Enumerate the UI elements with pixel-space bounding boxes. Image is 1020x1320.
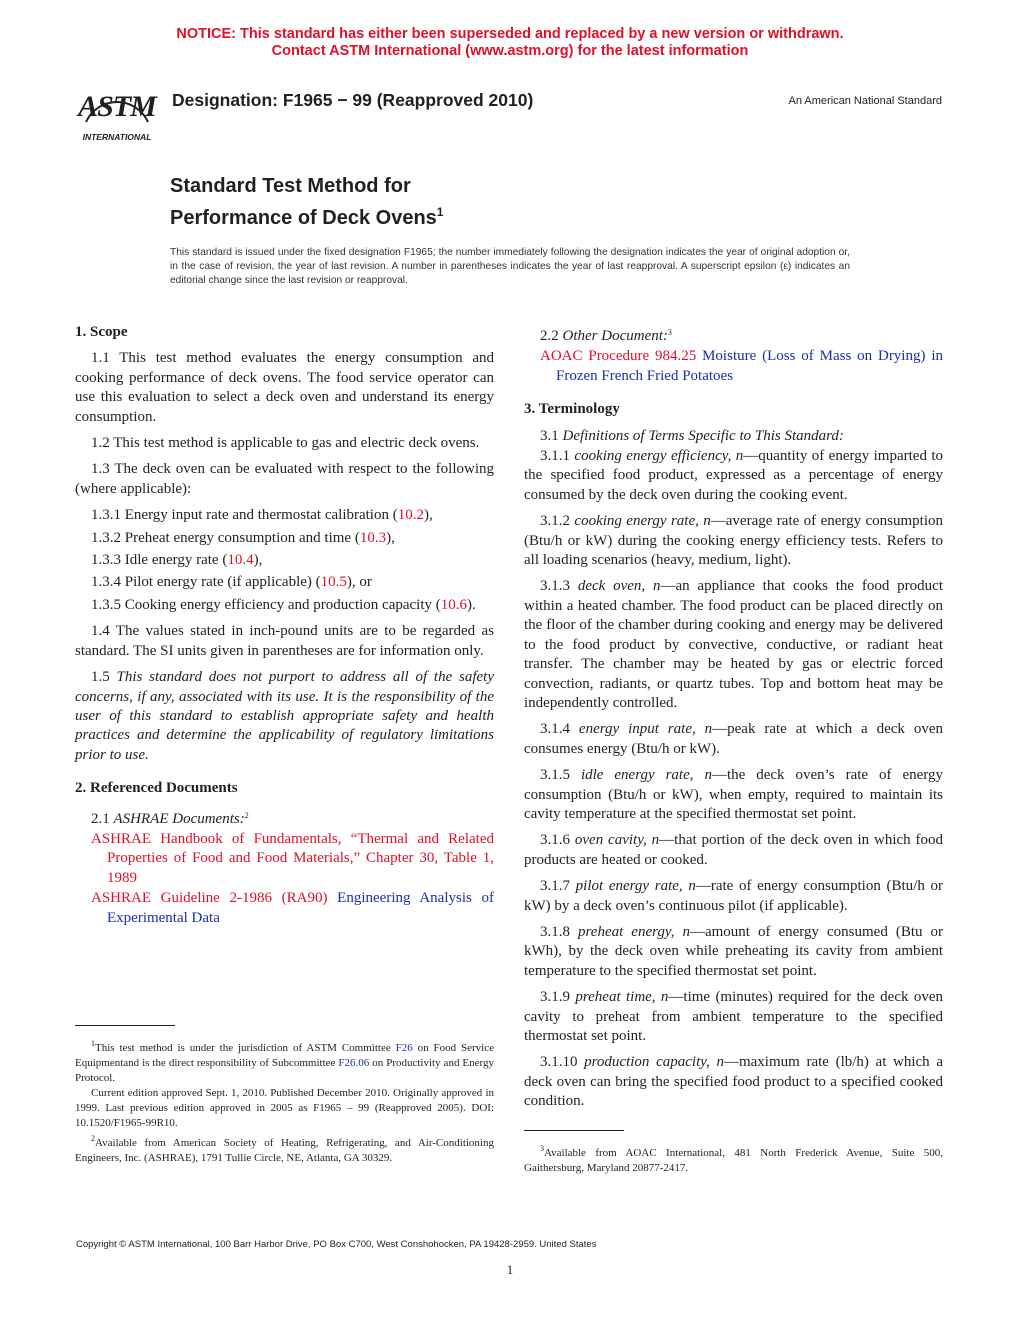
definition-text: —the deck oven’s rate of energy consumption (Btu/h or kW), when empty, required to maintain its cavity temperature at the specified thermostat set point. bbox=[524, 767, 943, 822]
footnote-1-text-b: on Food Service Equipmentand is the direct responsibility of Subcommittee bbox=[75, 1042, 494, 1069]
scope-heading: 1. Scope bbox=[75, 324, 128, 340]
item-1-3-3-end: ), bbox=[253, 552, 263, 569]
item-1-3-5-end: ). bbox=[467, 596, 476, 613]
astm-logo-subtext: INTERNATIONAL bbox=[82, 132, 152, 142]
item-1-3-3 bbox=[75, 551, 494, 570]
title-line-2-text: Performance of Deck Ovens bbox=[170, 207, 437, 229]
definition-term: idle energy rate, n bbox=[580, 767, 712, 784]
footnote-1-marker: 1 bbox=[91, 1039, 95, 1048]
para-3-1-num: 3.1 bbox=[540, 427, 563, 444]
definition-term: production capacity, n bbox=[584, 1054, 724, 1071]
notice-line-2: Contact ASTM International (www.astm.org) for the latest information bbox=[271, 43, 749, 59]
definition-text: —that portion of the deck oven in which food products are heated or cooked. bbox=[524, 832, 944, 868]
definition-item bbox=[524, 766, 943, 824]
footnote-rule-right bbox=[524, 1130, 624, 1131]
para-2-1-num: 2.1 bbox=[91, 810, 114, 827]
item-1-3-4-text: 1.3.4 Pilot energy rate (if applicable) ( bbox=[91, 574, 321, 591]
para-1-3: 1.3 The deck oven can be evaluated with respect to the following (where applicable): bbox=[75, 461, 494, 497]
item-1-3-1 bbox=[75, 506, 494, 525]
para-2-1-sup: 2 bbox=[244, 810, 249, 820]
link-f26[interactable]: F26 bbox=[395, 1042, 413, 1054]
footnote-1-text-c: on Productivity and Energy Protocol. bbox=[75, 1057, 494, 1084]
copyright: Copyright © ASTM International, 100 Barr Harbor Drive, PO Box C700, West Conshohocken, PA 19428-2959. United States bbox=[76, 1239, 597, 1250]
astm-logo-text: ASTM bbox=[78, 90, 156, 123]
item-1-3-2-end: ), bbox=[386, 529, 395, 546]
footnotes-left bbox=[75, 1036, 494, 1166]
item-1-3-5-text: 1.3.5 Cooking energy efficiency and production capacity ( bbox=[91, 596, 441, 613]
definition-text: —average rate of energy consumption (Btu/h or kW) during the cooking energy efficiency tests. Refers to all loading scenarios (heavy, medium, light). bbox=[524, 513, 944, 569]
footnote-2 bbox=[75, 1131, 494, 1166]
definition-item bbox=[524, 512, 943, 570]
item-1-3-2-text: 1.3.2 Preheat energy consumption and time ( bbox=[91, 529, 360, 546]
para-1-4: 1.4 The values stated in inch-pound units are to be regarded as standard. The SI units given in parentheses are for information only. bbox=[75, 623, 494, 659]
definition-text: —peak rate at which a deck oven consumes energy (Btu/h or kW). bbox=[524, 721, 943, 757]
definition-number: 3.1.1 bbox=[540, 448, 575, 465]
ref-ashrae-handbook bbox=[75, 830, 494, 888]
american-national-standard: An American National Standard bbox=[788, 95, 942, 107]
footnote-2-marker: 2 bbox=[91, 1134, 95, 1143]
title-line-2 bbox=[170, 199, 443, 231]
para-2-2-num: 2.2 bbox=[540, 328, 563, 344]
definition-term: preheat time, n bbox=[575, 989, 669, 1006]
document-title bbox=[170, 173, 443, 231]
definition-number: 3.1.6 bbox=[540, 832, 575, 849]
astm-logo-icon bbox=[72, 72, 162, 144]
notice-line-1: NOTICE: This standard has either been superseded and replaced by a new version or withdrawn. bbox=[176, 26, 844, 42]
definition-number: 3.1.3 bbox=[540, 578, 578, 595]
definition-text: —an appliance that cooks the food product within a heated chamber. The food product can be placed directly on the floor of the chamber during cooking and energy may be delivered to the food product by convective, conductive, or radiant heat transfer. The chamber may be heated by gas or electric forced convection, radiants, or quartz tubes. Top and bottom heat may be independently controlled. bbox=[524, 578, 943, 711]
link-10-6[interactable]: 10.6 bbox=[440, 596, 468, 613]
definition-number: 3.1.9 bbox=[540, 989, 576, 1006]
definition-item bbox=[524, 831, 943, 870]
definition-item bbox=[524, 923, 943, 981]
para-1-5 bbox=[75, 668, 494, 765]
para-2-2-text: Other Document: bbox=[562, 328, 668, 344]
footnote-3 bbox=[524, 1141, 943, 1176]
issued-statement: This standard is issued under the fixed designation F1965; the number immediately following the designation indicates the year of original adoption or, in the case of revision, the year of last revision. A number in parentheses indicates the year of last reapproval. A superscript epsilon (ε) indicates an editorial change since the last revision or reapproval. bbox=[170, 247, 850, 286]
item-1-3-1-end: ), bbox=[423, 507, 433, 524]
link-10-4[interactable]: 10.4 bbox=[227, 552, 254, 569]
footnote-rule-left bbox=[75, 1025, 175, 1026]
link-10-3[interactable]: 10.3 bbox=[359, 529, 387, 546]
definition-item bbox=[524, 720, 943, 759]
definition-number: 3.1.4 bbox=[540, 721, 579, 738]
footnote-1 bbox=[75, 1036, 494, 1086]
footnote-3-text: Available from AOAC International, 481 North Frederick Avenue, Suite 500, Gaithersburg, Maryland 20877-2417. bbox=[524, 1147, 943, 1174]
withdrawal-notice bbox=[0, 26, 1020, 60]
link-engineering-analysis[interactable]: Engineering Analysis of Experimental Data bbox=[107, 890, 494, 926]
footnote-3-marker: 3 bbox=[540, 1144, 544, 1153]
definition-number: 3.1.7 bbox=[540, 878, 576, 895]
para-2-1 bbox=[75, 806, 494, 829]
definition-term: energy input rate, n bbox=[578, 721, 713, 738]
right-column bbox=[524, 323, 943, 1119]
definition-item bbox=[524, 877, 943, 916]
definition-term: cooking energy rate, n bbox=[574, 513, 711, 530]
definition-number: 3.1.10 bbox=[540, 1054, 585, 1071]
designation: Designation: F1965 − 99 (Reapproved 2010) bbox=[172, 90, 534, 110]
item-1-3-4 bbox=[75, 573, 494, 592]
item-1-3-3-text: 1.3.3 Idle energy rate ( bbox=[91, 552, 228, 569]
definition-item bbox=[524, 1053, 943, 1111]
definition-number: 3.1.8 bbox=[540, 923, 579, 940]
para-1-5-num: 1.5 bbox=[91, 669, 117, 686]
definition-item bbox=[524, 447, 943, 505]
definition-text: —amount of energy consumed (Btu or kWh), by the deck oven while preheating its cavity from ambient temperature to the specified thermostat set point. bbox=[524, 923, 943, 979]
ref-ashrae-guideline bbox=[75, 889, 494, 928]
definition-item bbox=[524, 577, 943, 713]
title-line-1: Standard Test Method for bbox=[170, 175, 411, 197]
ref-aoac bbox=[524, 347, 943, 386]
para-2-2-sup: 3 bbox=[667, 328, 672, 337]
para-3-1 bbox=[524, 427, 943, 446]
item-1-3-1-text: 1.3.1 Energy input rate and thermostat calibration ( bbox=[91, 507, 398, 524]
para-2-2 bbox=[524, 323, 943, 346]
link-ashrae-handbook[interactable]: ASHRAE Handbook of Fundamentals, “Thermal and Related Properties of Food and Food Materials,” Chapter 30, Table 1, 1989 bbox=[91, 830, 494, 886]
definition-term: cooking energy efficiency, n bbox=[574, 448, 744, 465]
definition-text: —quantity of energy imparted to the specified food product, expressed as a percentage of energy consumed by the deck oven during the cooking event. bbox=[524, 448, 944, 503]
para-1-2: 1.2 This test method is applicable to gas and electric deck ovens. bbox=[91, 435, 480, 452]
footnote-2-text: Available from American Society of Heating, Refrigerating, and Air-Conditioning Engineers, Inc. (ASHRAE), 1791 Tullie Circle, NE, Atlanta, GA 30329. bbox=[75, 1137, 494, 1164]
item-1-3-2 bbox=[75, 529, 494, 548]
left-column bbox=[75, 323, 494, 929]
link-ashrae-guideline[interactable]: ASHRAE Guideline 2-1986 (RA90) bbox=[91, 890, 328, 907]
definition-term: deck oven, n bbox=[577, 578, 661, 595]
definitions-list bbox=[524, 447, 943, 1112]
para-2-1-text: ASHRAE Documents: bbox=[113, 810, 245, 827]
referenced-documents-heading: 2. Referenced Documents bbox=[75, 780, 238, 797]
definition-number: 3.1.2 bbox=[540, 513, 575, 530]
footnote-1-edition: Current edition approved Sept. 1, 2010. Published December 2010. Originally approved in 1999. Last previous edition approved in 2005 as F1965 – 99 (Reapproved 2005). DOI: 10.1520/F1965-99R10. bbox=[75, 1087, 494, 1129]
item-1-3-5 bbox=[75, 596, 494, 615]
link-10-2[interactable]: 10.2 bbox=[397, 507, 424, 524]
link-moisture[interactable]: Moisture (Loss of Mass on Drying) in Frozen French Fried Potatoes bbox=[556, 348, 943, 384]
definition-number: 3.1.5 bbox=[540, 767, 581, 784]
definition-term: pilot energy rate, n bbox=[575, 878, 696, 895]
definition-term: oven cavity, n bbox=[574, 832, 660, 849]
terminology-heading: 3. Terminology bbox=[524, 401, 620, 418]
item-1-3-4-end: ), or bbox=[346, 574, 372, 591]
footnote-1-text-a: This test method is under the jurisdiction of ASTM Committee bbox=[95, 1042, 396, 1054]
link-aoac-procedure[interactable]: AOAC Procedure 984.25 bbox=[540, 348, 697, 365]
definition-text: —maximum rate (lb/h) at which a deck oven can bring the specified food product to a specified cooked condition. bbox=[524, 1054, 943, 1110]
definition-term: preheat energy, n bbox=[578, 923, 690, 940]
para-3-1-text: Definitions of Terms Specific to This Standard: bbox=[562, 427, 844, 444]
page-number: 1 bbox=[506, 1262, 514, 1277]
link-10-5[interactable]: 10.5 bbox=[320, 574, 347, 591]
title-footnote-marker: 1 bbox=[436, 205, 444, 219]
link-f26-06[interactable]: F26.06 bbox=[338, 1057, 370, 1069]
definition-text: —rate of energy consumption (Btu/h or kW) by a deck oven’s continuous pilot (if applicable). bbox=[524, 878, 944, 914]
para-1-5-text: This standard does not purport to address all of the safety concerns, if any, associated with its use. It is the responsibility of the user of this standard to establish appropriate safety and health practices and determine the applicability of regulatory limitations prior to use. bbox=[75, 669, 495, 763]
definition-item bbox=[524, 988, 943, 1046]
definition-text: —time (minutes) required for the deck oven cavity to preheat from ambient temperature to the specified thermostat set point. bbox=[524, 989, 943, 1044]
footnotes-right bbox=[524, 1141, 943, 1176]
para-1-1: 1.1 This test method evaluates the energy consumption and cooking performance of deck ovens. The food service operator can use this evaluation to select a deck oven and understand its energy consumption. bbox=[75, 350, 494, 425]
